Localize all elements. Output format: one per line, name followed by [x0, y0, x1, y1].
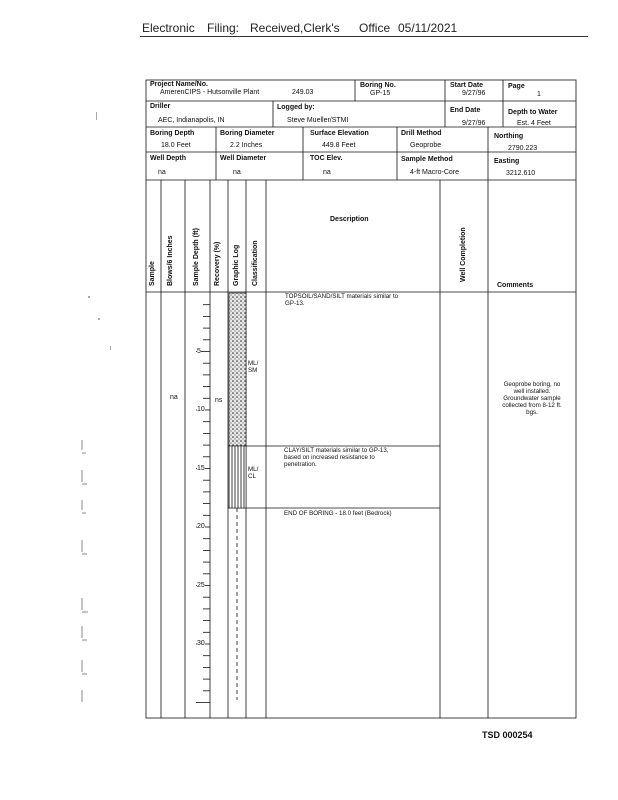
logged-by-value: Steve Mueller/STMI: [287, 117, 349, 124]
recovery-value: ns: [215, 397, 223, 404]
col-sample-depth: Sample Depth (ft): [193, 228, 200, 286]
depth-label: 20: [197, 523, 205, 530]
northing-label: Northing: [494, 133, 524, 140]
blows-value: na: [170, 394, 178, 401]
filing-stamp-received: Received,Clerk's: [250, 21, 340, 35]
page-value: 1: [537, 91, 541, 98]
driller-value: AEC, Indianapolis, IN: [158, 117, 225, 124]
well-depth-value: na: [158, 169, 166, 176]
filing-stamp-date: 05/11/2021: [398, 21, 458, 35]
col-sample: Sample: [149, 261, 156, 286]
project-number: 249.03: [292, 89, 314, 96]
sample-method-value: 4-ft Macro-Core: [410, 169, 460, 176]
drill-method-value: Geoprobe: [410, 142, 442, 149]
col-classification: Classification: [252, 240, 259, 286]
col-recovery: Recovery (%): [214, 241, 221, 286]
start-date-label: Start Date: [450, 82, 484, 89]
driller-label: Driller: [150, 103, 171, 110]
depth-label: 5: [197, 347, 201, 355]
well-diameter-value: na: [233, 169, 241, 176]
logged-by-label: Logged by:: [277, 104, 315, 111]
project-label: Project Name/No.: [150, 81, 208, 88]
document-id: TSD 000254: [482, 730, 533, 740]
depth-label: 30: [197, 640, 205, 647]
boring-diameter-value: 2.2 Inches: [230, 142, 263, 149]
col-description: Description: [330, 216, 369, 223]
easting-value: 3212.610: [506, 170, 536, 177]
comment-text: Geoprobe boring, no well installed. Groundwater sample collected from 8-12 ft. bgs.: [502, 381, 562, 416]
col-graphic-log: Graphic Log: [233, 244, 240, 286]
end-date-label: End Date: [450, 107, 481, 114]
drill-method-label: Drill Method: [401, 130, 442, 137]
toc-elev-value: na: [323, 169, 331, 176]
boring-depth-value: 18.0 Feet: [161, 142, 191, 149]
start-date-value: 9/27/96: [462, 90, 486, 97]
surface-elev-label: Surface Elevation: [310, 130, 369, 137]
boring-diameter-label: Boring Diameter: [220, 130, 275, 137]
description-layer-1: TOPSOIL/SAND/SILT materials similar to GP-13.: [285, 293, 399, 307]
easting-label: Easting: [494, 158, 520, 165]
northing-value: 2790.223: [508, 145, 538, 152]
surface-elev-value: 449.8 Feet: [322, 142, 356, 149]
depth-label: 15: [197, 464, 205, 472]
project-value: AmerenCIPS - Hutsonville Plant: [160, 89, 260, 96]
col-comments: Comments: [497, 282, 534, 289]
boring-no-label: Boring No.: [360, 82, 396, 89]
description-end: END OF BORING - 18.0 feet (Bedrock): [284, 510, 392, 517]
col-blows: Blows/6 Inches: [167, 235, 174, 286]
classification-1: ML/ SM: [248, 360, 259, 374]
depth-water-label: Depth to Water: [508, 109, 558, 116]
depth-label: 10: [197, 406, 205, 413]
classification-2: ML/ CL: [248, 466, 259, 480]
toc-elev-label: TOC Elev.: [310, 155, 343, 162]
boring-no-value: GP-15: [370, 90, 391, 97]
depth-water-value: Est. 4 Feet: [517, 120, 551, 127]
boring-depth-label: Boring Depth: [150, 130, 195, 137]
filing-stamp-filing: Filing:: [207, 21, 240, 35]
filing-stamp-electronic: Electronic: [142, 21, 195, 35]
sample-method-label: Sample Method: [401, 156, 453, 163]
col-well-completion: Well Completion: [460, 227, 467, 282]
description-layer-2: CLAY/SILT materials similar to GP-13, based on increased resistance to penetration.: [284, 447, 389, 468]
depth-label: 25: [197, 581, 205, 589]
end-date-value: 9/27/96: [462, 120, 486, 127]
well-depth-label: Well Depth: [150, 155, 187, 162]
filing-stamp-office: Office: [359, 21, 391, 35]
page-label: Page: [508, 83, 525, 90]
well-diameter-label: Well Diameter: [220, 155, 267, 162]
